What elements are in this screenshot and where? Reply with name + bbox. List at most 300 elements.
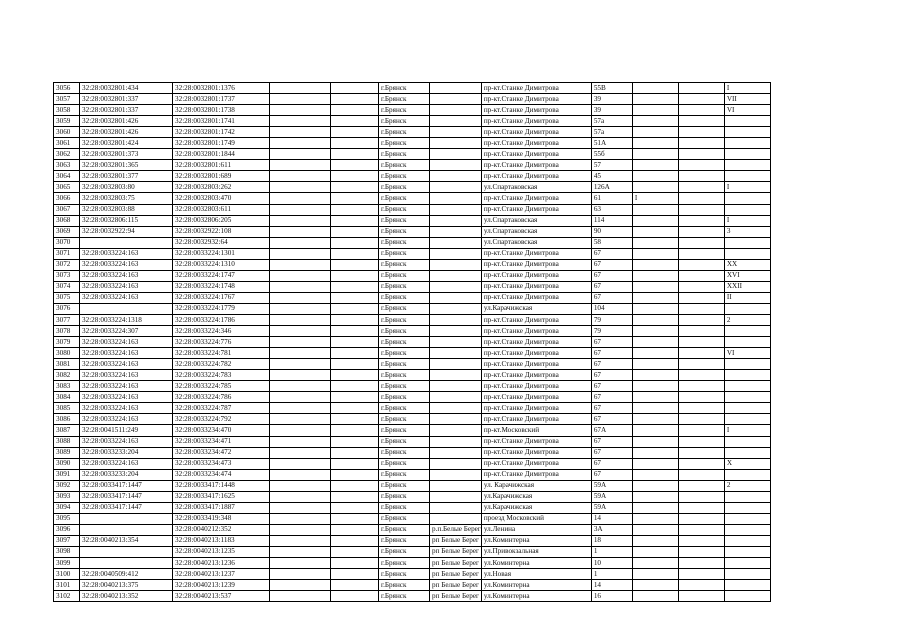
blank-cell — [678, 171, 724, 182]
blank-cell — [632, 513, 678, 524]
settlement-cell — [430, 469, 482, 480]
table-row — [54, 580, 771, 591]
street-cell: пр-кт.Станке Димитрова — [481, 447, 591, 458]
street-cell: пр-кт.Станке Димитрова — [481, 127, 591, 138]
blank-cell — [632, 149, 678, 160]
street-cell: ул.Карачижская — [481, 502, 591, 513]
blank-cell — [270, 458, 331, 469]
row-number: 3070 — [54, 237, 80, 248]
settlement-cell — [430, 248, 482, 259]
blank-cell — [270, 116, 331, 127]
table-row — [54, 370, 771, 381]
house-number-cell: 45 — [591, 171, 632, 182]
parcel-cadastral-number: 32:28:0032801:426 — [80, 127, 173, 138]
room-number-cell — [724, 558, 770, 569]
street-cell: пр-кт.Станке Димитрова — [481, 248, 591, 259]
blank-cell — [678, 469, 724, 480]
blank-cell — [678, 458, 724, 469]
table-row — [54, 204, 771, 215]
blank-cell — [270, 480, 331, 491]
house-number-cell: 114 — [591, 215, 632, 226]
parcel-cadastral-number — [80, 303, 173, 314]
settlement-cell — [430, 94, 482, 105]
blank-cell — [331, 370, 379, 381]
row-number: 3058 — [54, 105, 80, 116]
parcel-cadastral-number — [80, 558, 173, 569]
blank-cell — [331, 513, 379, 524]
row-number: 3075 — [54, 292, 80, 303]
house-number-cell: 18 — [591, 535, 632, 546]
house-number-cell: 67 — [591, 281, 632, 292]
object-cadastral-number: 32:28:0033224:1786 — [173, 314, 270, 325]
parcel-cadastral-number: 32:28:0032801:365 — [80, 160, 173, 171]
city-cell: г.Брянск — [379, 171, 430, 182]
blank-cell — [678, 480, 724, 491]
blank-cell — [270, 138, 331, 149]
blank-cell — [331, 591, 379, 602]
object-cadastral-number: 32:28:0033234:470 — [173, 425, 270, 436]
parcel-cadastral-number: 32:28:0033224:163 — [80, 392, 173, 403]
table-row — [54, 480, 771, 491]
house-number-cell: 67 — [591, 370, 632, 381]
room-number-cell — [724, 524, 770, 535]
room-number-cell — [724, 193, 770, 204]
blank-cell — [678, 127, 724, 138]
settlement-cell — [430, 105, 482, 116]
house-number-cell: 51А — [591, 138, 632, 149]
parcel-cadastral-number: 32:28:0032801:426 — [80, 116, 173, 127]
city-cell: г.Брянск — [379, 292, 430, 303]
blank-cell — [331, 546, 379, 557]
blank-cell — [678, 182, 724, 193]
blank-cell — [270, 94, 331, 105]
blank-cell — [678, 513, 724, 524]
object-cadastral-number: 32:28:0033224:346 — [173, 326, 270, 337]
blank-cell — [270, 160, 331, 171]
blank-cell — [270, 215, 331, 226]
row-number: 3084 — [54, 392, 80, 403]
blank-cell — [678, 535, 724, 546]
blank-cell — [632, 359, 678, 370]
blank-cell — [632, 270, 678, 281]
table-row — [54, 226, 771, 237]
blank-cell — [678, 348, 724, 359]
row-number: 3074 — [54, 281, 80, 292]
street-cell: ул.Карачижская — [481, 303, 591, 314]
blank-cell — [331, 348, 379, 359]
blank-cell — [331, 414, 379, 425]
room-number-cell — [724, 370, 770, 381]
object-cadastral-number: 32:28:0032801:1741 — [173, 116, 270, 127]
city-cell: г.Брянск — [379, 182, 430, 193]
parcel-cadastral-number: 32:28:0033224:163 — [80, 281, 173, 292]
blank-cell — [678, 591, 724, 602]
row-number: 3099 — [54, 558, 80, 569]
row-number: 3068 — [54, 215, 80, 226]
parcel-cadastral-number: 32:28:0032803:88 — [80, 204, 173, 215]
blank-cell — [632, 381, 678, 392]
settlement-cell: рп Белые Берег — [430, 546, 482, 557]
parcel-cadastral-number: 32:28:0032801:337 — [80, 94, 173, 105]
row-number: 3094 — [54, 502, 80, 513]
street-cell: пр-кт.Станке Димитрова — [481, 193, 591, 204]
city-cell: г.Брянск — [379, 447, 430, 458]
table-row — [54, 259, 771, 270]
room-number-cell — [724, 535, 770, 546]
blank-cell — [270, 237, 331, 248]
row-number: 3056 — [54, 83, 80, 94]
blank-cell — [270, 546, 331, 557]
parcel-cadastral-number: 32:28:0032806:115 — [80, 215, 173, 226]
street-cell: пр-кт.Станке Димитрова — [481, 403, 591, 414]
room-number-cell: I — [724, 215, 770, 226]
table-row — [54, 326, 771, 337]
table-row — [54, 359, 771, 370]
room-number-cell: I — [724, 182, 770, 193]
room-number-cell — [724, 591, 770, 602]
settlement-cell — [430, 381, 482, 392]
house-number-cell: 58 — [591, 237, 632, 248]
parcel-cadastral-number — [80, 546, 173, 557]
room-number-cell: XXII — [724, 281, 770, 292]
row-number: 3098 — [54, 546, 80, 557]
blank-cell — [270, 569, 331, 580]
parcel-cadastral-number: 32:28:0032801:377 — [80, 171, 173, 182]
room-number-cell — [724, 149, 770, 160]
blank-cell — [678, 359, 724, 370]
blank-cell — [270, 392, 331, 403]
room-number-cell: VII — [724, 94, 770, 105]
street-cell: ул.Спартаковская — [481, 237, 591, 248]
settlement-cell — [430, 392, 482, 403]
street-cell: пр-кт.Станке Димитрова — [481, 204, 591, 215]
row-number: 3065 — [54, 182, 80, 193]
blank-cell — [632, 480, 678, 491]
room-number-cell — [724, 469, 770, 480]
parcel-cadastral-number: 32:28:0032922:94 — [80, 226, 173, 237]
blank-cell — [331, 138, 379, 149]
blank-cell — [632, 502, 678, 513]
parcel-cadastral-number: 32:28:0033417:1447 — [80, 491, 173, 502]
blank-cell — [678, 259, 724, 270]
row-number: 3095 — [54, 513, 80, 524]
row-number: 3061 — [54, 138, 80, 149]
object-cadastral-number: 32:28:0033417:1887 — [173, 502, 270, 513]
blank-cell — [331, 83, 379, 94]
parcel-cadastral-number: 32:28:0033233:204 — [80, 447, 173, 458]
object-cadastral-number: 32:28:0032922:108 — [173, 226, 270, 237]
parcel-cadastral-number: 32:28:0032803:80 — [80, 182, 173, 193]
room-number-cell — [724, 127, 770, 138]
house-number-cell: 1 — [591, 546, 632, 557]
room-number-cell — [724, 414, 770, 425]
blank-cell — [632, 314, 678, 325]
table-row — [54, 215, 771, 226]
room-number-cell: I — [724, 83, 770, 94]
settlement-cell — [430, 116, 482, 127]
object-cadastral-number: 32:28:0033234:472 — [173, 447, 270, 458]
table-row — [54, 513, 771, 524]
house-number-cell: 61 — [591, 193, 632, 204]
street-cell: ул.Новая — [481, 569, 591, 580]
house-number-cell: 55б — [591, 149, 632, 160]
settlement-cell — [430, 370, 482, 381]
blank-cell — [678, 281, 724, 292]
street-cell: пр-кт.Станке Димитрова — [481, 414, 591, 425]
house-number-cell: 67 — [591, 270, 632, 281]
room-number-cell — [724, 502, 770, 513]
blank-cell — [270, 535, 331, 546]
city-cell: г.Брянск — [379, 535, 430, 546]
blank-cell — [270, 193, 331, 204]
city-cell: г.Брянск — [379, 469, 430, 480]
parcel-cadastral-number: 32:28:0040213:352 — [80, 591, 173, 602]
blank-cell — [331, 116, 379, 127]
object-cadastral-number: 32:28:0033224:781 — [173, 348, 270, 359]
blank-cell — [331, 524, 379, 535]
object-cadastral-number: 32:28:0033417:1448 — [173, 480, 270, 491]
house-number-cell: 67 — [591, 337, 632, 348]
blank-cell — [632, 248, 678, 259]
street-cell: пр-кт.Станке Димитрова — [481, 116, 591, 127]
house-number-cell: 67 — [591, 447, 632, 458]
parcel-cadastral-number: 32:28:0033224:163 — [80, 370, 173, 381]
settlement-cell — [430, 138, 482, 149]
street-cell: пр-кт.Станке Димитрова — [481, 105, 591, 116]
blank-cell — [270, 524, 331, 535]
city-cell: г.Брянск — [379, 403, 430, 414]
row-number: 3077 — [54, 314, 80, 325]
blank-cell — [632, 292, 678, 303]
row-number: 3064 — [54, 171, 80, 182]
city-cell: г.Брянск — [379, 381, 430, 392]
room-number-cell — [724, 116, 770, 127]
blank-cell — [632, 370, 678, 381]
blank-cell — [331, 314, 379, 325]
row-number: 3079 — [54, 337, 80, 348]
blank-cell — [632, 348, 678, 359]
settlement-cell — [430, 303, 482, 314]
blank-cell — [678, 248, 724, 259]
row-number: 3089 — [54, 447, 80, 458]
blank-cell — [331, 447, 379, 458]
house-number-cell: 14 — [591, 580, 632, 591]
blank-cell — [331, 226, 379, 237]
parcel-cadastral-number: 32:28:0040509:412 — [80, 569, 173, 580]
house-number-cell: 63 — [591, 204, 632, 215]
blank-cell — [678, 425, 724, 436]
blank-cell — [678, 558, 724, 569]
street-cell: ул.Коминтерна — [481, 558, 591, 569]
blank-cell — [678, 193, 724, 204]
city-cell: г.Брянск — [379, 436, 430, 447]
blank-cell — [331, 436, 379, 447]
house-number-cell: 126А — [591, 182, 632, 193]
room-number-cell: II — [724, 292, 770, 303]
city-cell: г.Брянск — [379, 259, 430, 270]
registry-table — [53, 82, 771, 602]
blank-cell — [331, 425, 379, 436]
object-cadastral-number: 32:28:0032932:64 — [173, 237, 270, 248]
city-cell: г.Брянск — [379, 127, 430, 138]
street-cell: ул.Спартаковская — [481, 215, 591, 226]
table-row — [54, 248, 771, 259]
house-number-cell: 67 — [591, 381, 632, 392]
blank-cell — [632, 392, 678, 403]
house-number-cell: 67 — [591, 436, 632, 447]
house-number-cell: 16 — [591, 591, 632, 602]
blank-cell — [678, 337, 724, 348]
blank-cell — [270, 149, 331, 160]
city-cell: г.Брянск — [379, 524, 430, 535]
city-cell: г.Брянск — [379, 558, 430, 569]
object-cadastral-number: 32:28:0032801:1749 — [173, 138, 270, 149]
blank-cell — [270, 259, 331, 270]
blank-cell — [678, 292, 724, 303]
row-number: 3096 — [54, 524, 80, 535]
blank-cell — [632, 204, 678, 215]
table-row — [54, 292, 771, 303]
table-row — [54, 436, 771, 447]
blank-cell — [331, 359, 379, 370]
street-cell: ул.Коминтерна — [481, 591, 591, 602]
settlement-cell — [430, 447, 482, 458]
street-cell: пр-кт.Станке Димитрова — [481, 171, 591, 182]
parcel-cadastral-number: 32:28:0040213:354 — [80, 535, 173, 546]
city-cell: г.Брянск — [379, 138, 430, 149]
house-number-cell: 90 — [591, 226, 632, 237]
settlement-cell: рп Белые Берег — [430, 580, 482, 591]
room-number-cell: 3 — [724, 226, 770, 237]
blank-cell — [331, 204, 379, 215]
parcel-cadastral-number: 32:28:0033224:163 — [80, 359, 173, 370]
object-cadastral-number: 32:28:0032803:470 — [173, 193, 270, 204]
blank-cell — [678, 414, 724, 425]
street-cell: пр-кт.Станке Димитрова — [481, 359, 591, 370]
parcel-cadastral-number: 32:28:0032801:434 — [80, 83, 173, 94]
object-cadastral-number: 32:28:0033224:1748 — [173, 281, 270, 292]
blank-cell — [632, 580, 678, 591]
object-cadastral-number: 32:28:0033224:1301 — [173, 248, 270, 259]
street-cell: пр-кт.Станке Димитрова — [481, 314, 591, 325]
settlement-cell — [430, 348, 482, 359]
street-cell: пр-кт.Станке Димитрова — [481, 281, 591, 292]
city-cell: г.Брянск — [379, 193, 430, 204]
house-number-cell: 57 — [591, 160, 632, 171]
house-number-cell: 67 — [591, 259, 632, 270]
room-number-cell — [724, 138, 770, 149]
house-number-cell: 39 — [591, 94, 632, 105]
object-cadastral-number: 32:28:0032801:1737 — [173, 94, 270, 105]
house-number-cell: 57а — [591, 116, 632, 127]
settlement-cell — [430, 326, 482, 337]
city-cell: г.Брянск — [379, 458, 430, 469]
settlement-cell — [430, 237, 482, 248]
street-cell: ул. Карачижская — [481, 480, 591, 491]
house-number-cell: 67 — [591, 403, 632, 414]
object-cadastral-number: 32:28:0032801:1738 — [173, 105, 270, 116]
blank-cell — [678, 580, 724, 591]
blank-cell — [632, 524, 678, 535]
settlement-cell — [430, 270, 482, 281]
blank-cell — [331, 491, 379, 502]
blank-cell — [270, 226, 331, 237]
room-number-cell — [724, 569, 770, 580]
blank-cell — [270, 436, 331, 447]
settlement-cell — [430, 182, 482, 193]
house-number-cell: 67 — [591, 469, 632, 480]
row-number: 3066 — [54, 193, 80, 204]
room-number-cell — [724, 204, 770, 215]
row-number: 3097 — [54, 535, 80, 546]
blank-cell — [331, 326, 379, 337]
table-row — [54, 149, 771, 160]
room-number-cell — [724, 171, 770, 182]
object-cadastral-number: 32:28:0040213:1183 — [173, 535, 270, 546]
settlement-cell — [430, 425, 482, 436]
street-cell: пр-кт.Станке Димитрова — [481, 348, 591, 359]
object-cadastral-number: 32:28:0040213:1236 — [173, 558, 270, 569]
settlement-cell — [430, 292, 482, 303]
blank-cell — [678, 303, 724, 314]
settlement-cell — [430, 403, 482, 414]
settlement-cell: рп Белые Берег — [430, 569, 482, 580]
city-cell: г.Брянск — [379, 83, 430, 94]
row-number: 3062 — [54, 149, 80, 160]
blank-cell — [678, 116, 724, 127]
blank-cell — [270, 83, 331, 94]
table-row — [54, 414, 771, 425]
parcel-cadastral-number: 32:28:0033224:163 — [80, 414, 173, 425]
blank-cell — [331, 160, 379, 171]
room-number-cell — [724, 381, 770, 392]
parcel-cadastral-number: 32:28:0033224:307 — [80, 326, 173, 337]
room-number-cell — [724, 513, 770, 524]
city-cell: г.Брянск — [379, 502, 430, 513]
city-cell: г.Брянск — [379, 392, 430, 403]
street-cell: пр-кт.Станке Димитрова — [481, 326, 591, 337]
parcel-cadastral-number: 32:28:0033224:163 — [80, 458, 173, 469]
row-number: 3093 — [54, 491, 80, 502]
house-number-cell: 39 — [591, 105, 632, 116]
parcel-cadastral-number: 32:28:0032801:373 — [80, 149, 173, 160]
blank-cell — [678, 546, 724, 557]
blank-cell — [270, 425, 331, 436]
room-number-cell — [724, 359, 770, 370]
blank-cell — [331, 237, 379, 248]
room-number-cell: VI — [724, 105, 770, 116]
city-cell: г.Брянск — [379, 237, 430, 248]
settlement-cell — [430, 281, 482, 292]
row-number: 3063 — [54, 160, 80, 171]
blank-cell — [270, 558, 331, 569]
table-row — [54, 337, 771, 348]
city-cell: г.Брянск — [379, 94, 430, 105]
blank-cell — [632, 458, 678, 469]
parcel-cadastral-number: 32:28:0033224:163 — [80, 381, 173, 392]
street-cell: пр-кт.Станке Димитрова — [481, 469, 591, 480]
row-number: 3101 — [54, 580, 80, 591]
parcel-cadastral-number: 32:28:0032803:75 — [80, 193, 173, 204]
table-row — [54, 116, 771, 127]
row-number: 3088 — [54, 436, 80, 447]
object-cadastral-number: 32:28:0032801:611 — [173, 160, 270, 171]
row-number: 3069 — [54, 226, 80, 237]
row-number: 3072 — [54, 259, 80, 270]
object-cadastral-number: 32:28:0033234:471 — [173, 436, 270, 447]
object-cadastral-number: 32:28:0032801:689 — [173, 171, 270, 182]
blank-cell — [270, 337, 331, 348]
